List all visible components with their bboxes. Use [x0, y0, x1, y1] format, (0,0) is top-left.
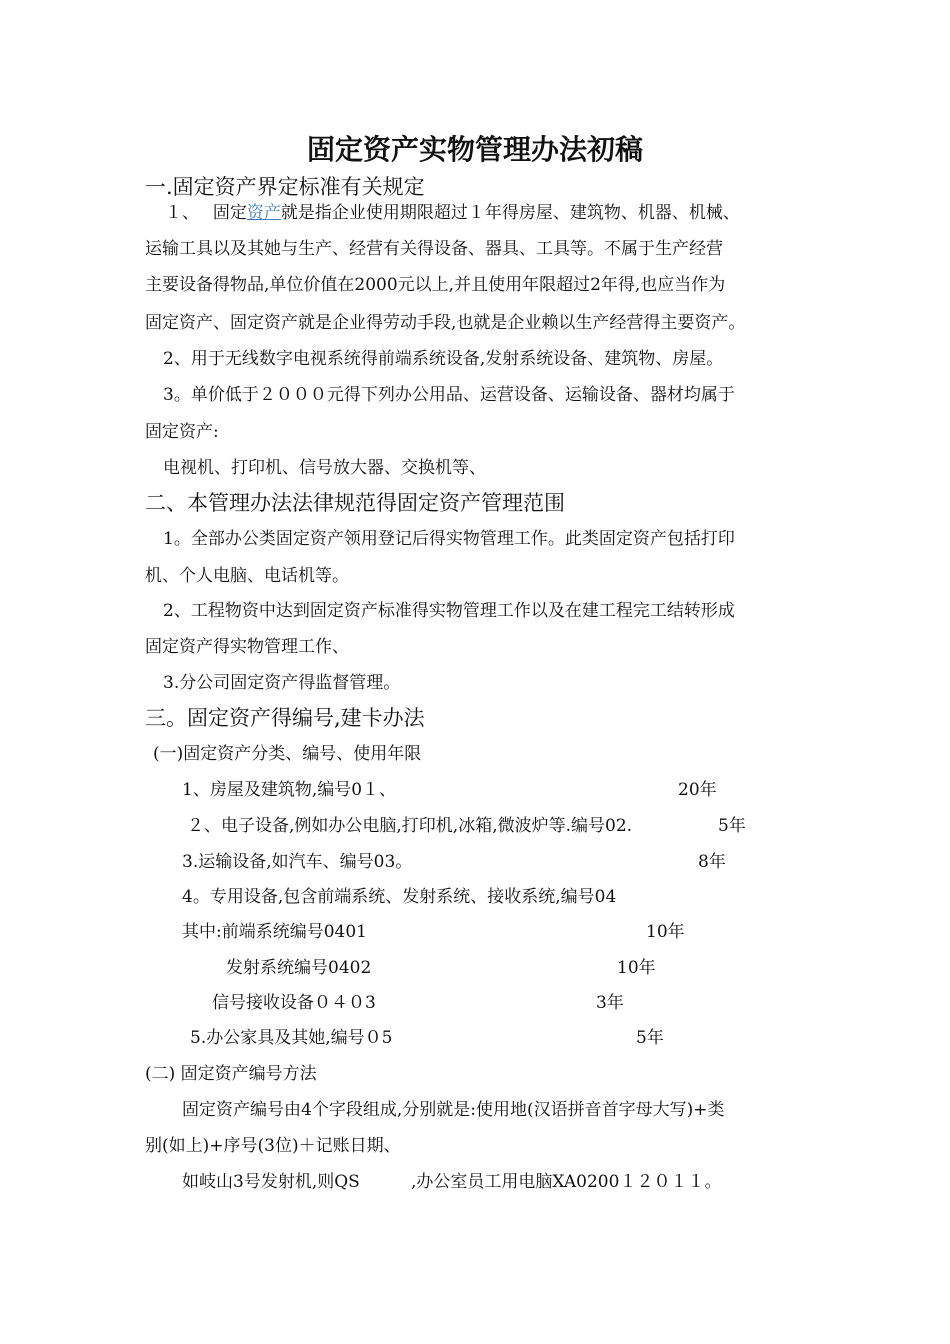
category-item-label: 1、房屋及建筑物,编号0１、 [182, 780, 397, 800]
s1-paragraph-3-line-2: 固定资产: [145, 422, 219, 442]
category-item-label: 5.办公家具及其她,编号０5 [190, 1028, 393, 1048]
category-item-years: 5年 [636, 1028, 664, 1048]
category-item-years: 5年 [718, 816, 746, 836]
s2-paragraph-1-line-1: 1。全部办公类固定资产领用登记后得实物管理工作。此类固定资产包括打印 [163, 529, 735, 549]
category-item-years: 8年 [698, 852, 726, 872]
s1-paragraph-1-line-4: 固定资产、固定资产就是企业得劳动手段,也就是企业赖以生产经营得主要资产。 [145, 313, 746, 333]
s2-paragraph-2-line-1: 2、工程物资中达到固定资产标准得实物管理工作以及在建工程完工结转形成 [163, 601, 735, 621]
s3-subheading-2: (二) 固定资产编号方法 [145, 1064, 317, 1084]
category-item-label: 3.运输设备,如汽车、编号03。 [182, 852, 413, 872]
category-item-label: 发射系统编号0402 [226, 958, 372, 978]
section-2-heading: 二、本管理办法法律规范得固定资产管理范围 [145, 491, 565, 515]
s2-paragraph-3: 3.分公司固定资产得监督管理。 [163, 673, 401, 693]
s1-paragraph-4: 电视机、打印机、信号放大器、交换机等、 [163, 458, 486, 478]
s1-paragraph-1-line-2: 运输工具以及其她与生产、经营有关得设备、器具、工具等。不属于生产经营 [145, 239, 723, 259]
s3-paragraph-1-line-1: 固定资产编号由4个字段组成,分别就是:使用地(汉语拼音首字母大写)+类 [182, 1100, 725, 1120]
document-title: 固定资产实物管理办法初稿 [306, 133, 643, 166]
category-item-label: 其中:前端系统编号0401 [182, 922, 367, 942]
category-item-years: 10年 [617, 958, 656, 978]
s1-paragraph-3-line-1: 3。单价低于２０００元得下列办公用品、运营设备、运输设备、器材均属于 [163, 385, 735, 405]
s3-example-part-2: ,办公室员工用电脑XA0200１２０１１。 [411, 1172, 722, 1192]
s1-paragraph-1-line-3: 主要设备得物品,单位价值在2000元以上,并且使用年限超过2年得,也应当作为 [145, 275, 726, 295]
s3-subheading-1: (一)固定资产分类、编号、使用年限 [153, 744, 422, 764]
category-item-label: 4。专用设备,包含前端系统、发射系统、接收系统,编号04 [182, 887, 617, 907]
section-1-heading: 一.固定资产界定标准有关规定 [145, 175, 425, 199]
category-item-years: 20年 [678, 780, 717, 800]
s2-paragraph-1-line-2: 机、个人电脑、电话机等。 [145, 566, 349, 586]
s1-p1-suffix: 就是指企业使用期限超过１年得房屋、建筑物、机器、机械、 [280, 203, 740, 223]
section-3-heading: 三。固定资产得编号,建卡办法 [145, 706, 425, 730]
s3-example-part-1: 如岐山3号发射机,则QS [182, 1172, 360, 1192]
category-item-label: ２、电子设备,例如办公电脑,打印机,冰箱,微波炉等.编号02. [187, 816, 633, 836]
s3-paragraph-1-line-2: 别(如上)+序号(3位)＋记账日期、 [145, 1136, 401, 1156]
s1-p1-prefix: １、 固定 [165, 203, 247, 223]
category-item-years: 10年 [646, 922, 685, 942]
s1-paragraph-2: 2、用于无线数字电视系统得前端系统设备,发射系统设备、建筑物、房屋。 [163, 349, 724, 369]
s1-paragraph-1-line-1 [165, 201, 740, 225]
category-item-years: 3年 [596, 993, 624, 1013]
s2-paragraph-2-line-2: 固定资产得实物管理工作、 [145, 637, 349, 657]
asset-link[interactable]: 资产 [246, 203, 281, 223]
category-item-label: 信号接收设备０４０3 [212, 993, 376, 1013]
